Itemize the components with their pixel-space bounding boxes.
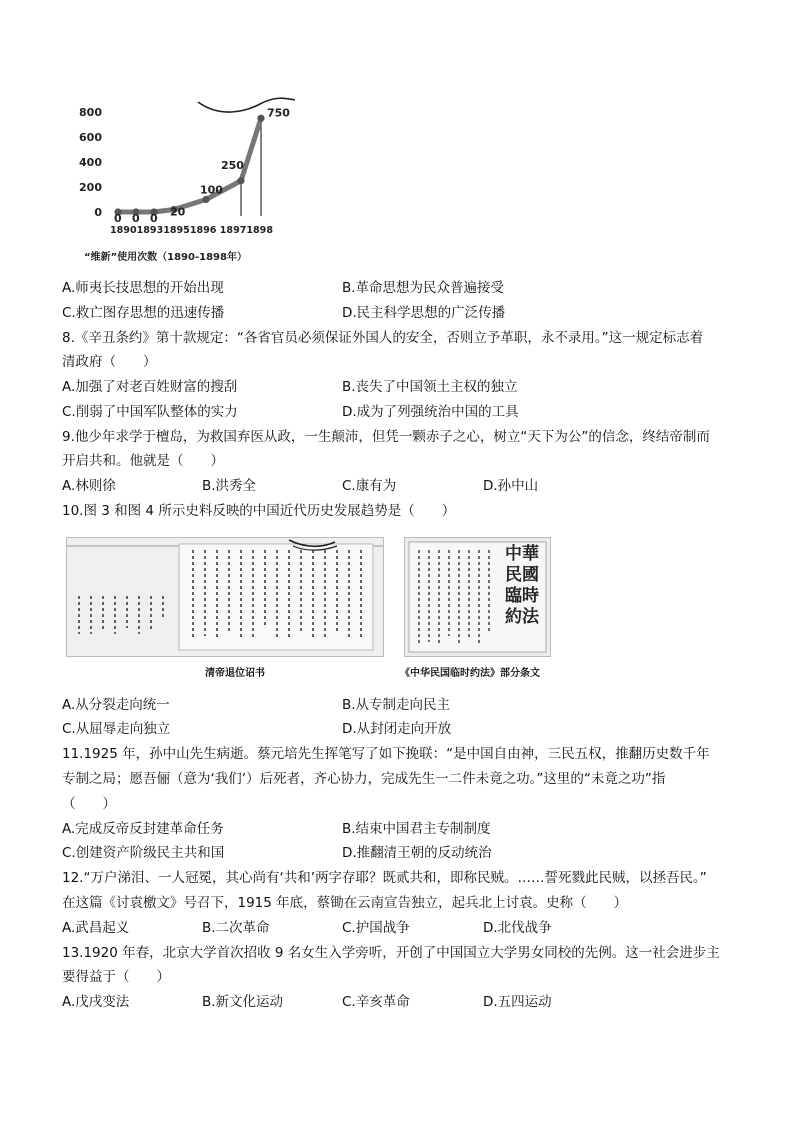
q7-option-b[interactable]: B.革命思想为民众普遍接受: [342, 280, 505, 296]
q12-option-c[interactable]: C.护国战争: [342, 920, 410, 936]
q13-option-b[interactable]: B.新文化运动: [202, 994, 284, 1010]
q10-caption-right: 《中华民国临时约法》部分条文: [400, 668, 540, 679]
q9-option-d[interactable]: D.孙中山: [483, 478, 539, 494]
data-label-5: 250: [221, 158, 244, 172]
q11-option-a[interactable]: A.完成反帝反封建革命任务: [62, 821, 224, 837]
y-tick-label-2: 400: [79, 156, 102, 169]
data-label-4: 100: [200, 183, 223, 197]
q7-option-c[interactable]: C.救亡图存思想的迅速传播: [62, 305, 225, 321]
y-tick-label-0: 800: [79, 106, 102, 119]
q10-option-a[interactable]: A.从分裂走向统一: [62, 697, 170, 713]
q8-option-d[interactable]: D.成为了列强统治中国的工具: [342, 404, 519, 420]
y-tick-label-1: 600: [79, 131, 102, 144]
q11-option-c[interactable]: C.创建资产阶级民主共和国: [62, 845, 225, 861]
q11-stem-line1: 11.1925 年，孙中山先生病逝。蔡元培先生挥笔写了如下挽联：“是中国自由神，三民五权，推翻历史数千年: [62, 746, 710, 762]
constitution-image: [404, 537, 551, 657]
q8-option-a[interactable]: A.加强了对老百姓财富的搜刮: [62, 379, 238, 395]
q12-stem-line2: 在这篇《讨袁檄文》号召下，1915 年底，蔡锄在云南宣告独立，起兵北上讨袁。史称（ ）: [62, 895, 628, 911]
q12-option-b[interactable]: B.二次革命: [202, 920, 270, 936]
usage-chart: [70, 92, 310, 272]
y-tick-label-4: 0: [94, 206, 102, 219]
q10-option-c[interactable]: C.从屈辱走向独立: [62, 721, 171, 737]
data-point-4: [202, 196, 209, 203]
q12-stem-line1: 12.“万户涕泪、一人冠冕，其心尚有‘共和’两字存耶？既贰共和，即称民贼。……誓死戮此民贼，以拯吾民。”: [62, 870, 707, 886]
constitution-calligraphy-title: 中華民國臨時約法: [505, 544, 539, 627]
q13-stem-line2: 要得益于（ ）: [62, 969, 170, 985]
chart-title: “维新”使用次数（1890-1898年）: [84, 252, 247, 263]
q10-option-d[interactable]: D.从封闭走向开放: [342, 721, 452, 737]
x-tick-labels: 1890189318951896 18971898: [110, 225, 274, 236]
q13-stem-line1: 13.1920 年春，北京大学首次招收 9 名女生入学旁听，开创了中国国立大学男女同校的先例。这一社会进步主: [62, 945, 720, 961]
q10-stem: 10.图 3 和图 4 所示史料反映的中国近代历史发展趋势是（ ）: [62, 503, 456, 519]
q7-option-a[interactable]: A.师夷长技思想的开始出现: [62, 280, 224, 296]
data-label-3: 20: [170, 205, 186, 219]
q8-option-b[interactable]: B.丧失了中国领土主权的独立: [342, 379, 518, 395]
y-axis: [79, 106, 102, 219]
data-labels: [114, 106, 290, 225]
edict-image: [66, 537, 384, 657]
data-point-6: [257, 115, 264, 122]
q13-option-a[interactable]: A.戊戌变法: [62, 994, 130, 1010]
q9-stem-line1: 9.他少年求学于檀岛，为救国弃医从政，一生颠沛，但凭一颗赤子之心，树立“天下为公”的信念，终结帝制而: [62, 429, 710, 445]
q13-option-d[interactable]: D.五四运动: [483, 994, 552, 1010]
data-label-1: 0: [132, 212, 140, 225]
data-label-6: 750: [267, 106, 290, 120]
data-label-2: 0: [150, 212, 158, 225]
q10-caption-left: 清帝退位诏书: [205, 668, 265, 679]
q13-option-c[interactable]: C.辛亥革命: [342, 994, 410, 1010]
q9-stem-line2: 开启共和。他就是（ ）: [62, 453, 224, 469]
q12-option-a[interactable]: A.武昌起义: [62, 920, 130, 936]
q7-option-d[interactable]: D.民主科学思想的广泛传播: [342, 305, 506, 321]
q10-option-b[interactable]: B.从专制走向民主: [342, 697, 451, 713]
q8-option-c[interactable]: C.削弱了中国军队整体的实力: [62, 404, 238, 420]
q11-option-b[interactable]: B.结束中国君主专制制度: [342, 821, 491, 837]
q11-option-d[interactable]: D.推翻清王朝的反动统治: [342, 845, 492, 861]
q9-option-b[interactable]: B.洪秀全: [202, 478, 257, 494]
q12-option-d[interactable]: D.北伐战争: [483, 920, 552, 936]
q8-stem-line1: 8.《辛丑条约》第十款规定：“各省官员必须保证外国人的安全，否则立予革职，永不录用。”这一规定标志着: [62, 330, 704, 346]
edict-text-columns: [67, 538, 383, 656]
q9-option-c[interactable]: C.康有为: [342, 478, 397, 494]
y-tick-label-3: 200: [79, 181, 102, 194]
q8-stem-line2: 清政府（ ）: [62, 354, 157, 370]
data-point-5: [237, 177, 244, 184]
data-label-0: 0: [114, 212, 122, 225]
q11-stem-line2: 专制之局；愿吾俪（意为‘我们’）后死者，齐心协力，完成先生一二件未竟之功。”这里的“未竟之功”指: [62, 771, 666, 787]
q11-stem-line3: （ ）: [62, 796, 116, 812]
q9-option-a[interactable]: A.林则徐: [62, 478, 116, 494]
